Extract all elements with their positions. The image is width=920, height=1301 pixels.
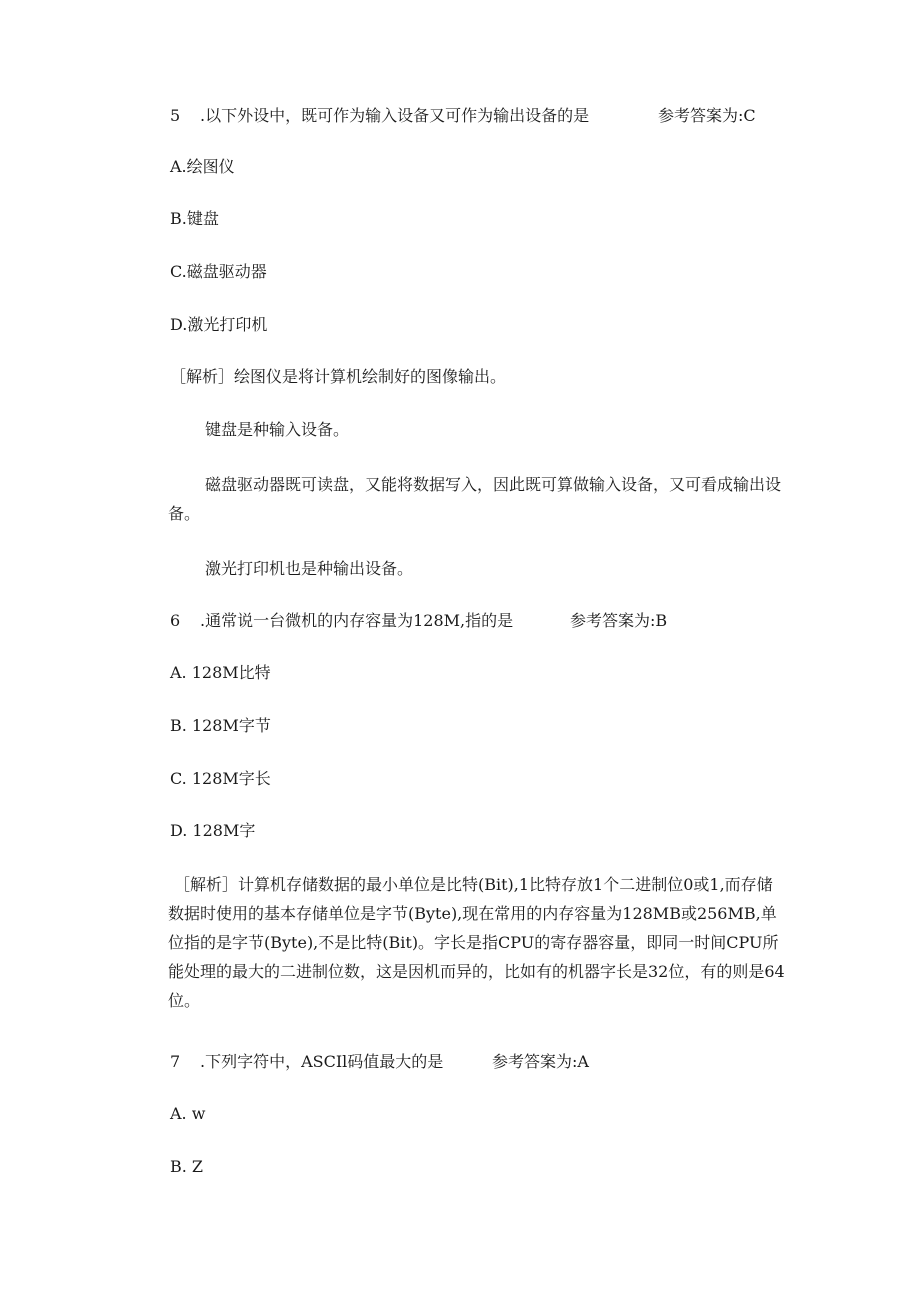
question-6-option-d: D. 128M字 (170, 821, 256, 840)
question-5-option-a: A.绘图仪 (170, 157, 235, 176)
question-5-stem: .以下外设中，既可作为输入设备又可作为输出设备的是 (200, 106, 590, 125)
question-6-option-a: A. 128M比特 (170, 663, 271, 682)
question-5-analysis-3: 磁盘驱动器既可读盘，又能将数据写入，因此既可算做输入设备，又可看成输出设备。 (168, 475, 782, 523)
question-5-analysis-2: 键盘是种输入设备。 (205, 420, 350, 439)
question-6-option-c: C. 128M字长 (170, 769, 271, 788)
question-7-option-a: A. w (170, 1104, 206, 1123)
question-6-analysis: ［解析］计算机存储数据的最小单位是比特(Bit),1比特存放1个二进制位0或1,而存储数据时使用的基本存储单位是字节(Byte),现在常用的内存容量为128MB或256MB,单位指的是字节(Byte),不是比特(Bit)。字长是指CPU的寄存器容量，即同一时间CPU所能处理的最大的二进制位数，这是因机而异的，比如有的机器字长是32位，有的则是64位。 (168, 875, 785, 1010)
question-5-analysis-1: ［解析］绘图仪是将计算机绘制好的图像输出。 (170, 367, 507, 386)
question-5-number: 5 (170, 106, 181, 125)
question-7-number: 7 (170, 1052, 181, 1071)
question-7-stem-line (170, 1052, 443, 1072)
question-6-answer: 参考答案为:B (570, 611, 668, 630)
question-5-option-c: C.磁盘驱动器 (170, 262, 267, 281)
question-6-option-b: B. 128M字节 (170, 716, 271, 735)
question-5-option-b: B.键盘 (170, 209, 219, 228)
question-5-analysis-4: 激光打印机也是种输出设备。 (205, 559, 414, 578)
question-5-answer: 参考答案为:C (658, 106, 756, 125)
question-5-stem-line (170, 106, 589, 126)
question-6-stem-line (170, 611, 513, 631)
question-5-option-d: D.激光打印机 (170, 315, 268, 334)
question-6-number: 6 (170, 611, 181, 630)
question-7-stem: .下列字符中，ASCIl码值最大的是 (200, 1052, 444, 1071)
question-6-stem: .通常说一台微机的内存容量为128M,指的是 (200, 611, 514, 630)
question-7-option-b: B. Z (170, 1157, 204, 1176)
question-7-answer: 参考答案为:A (492, 1052, 589, 1071)
